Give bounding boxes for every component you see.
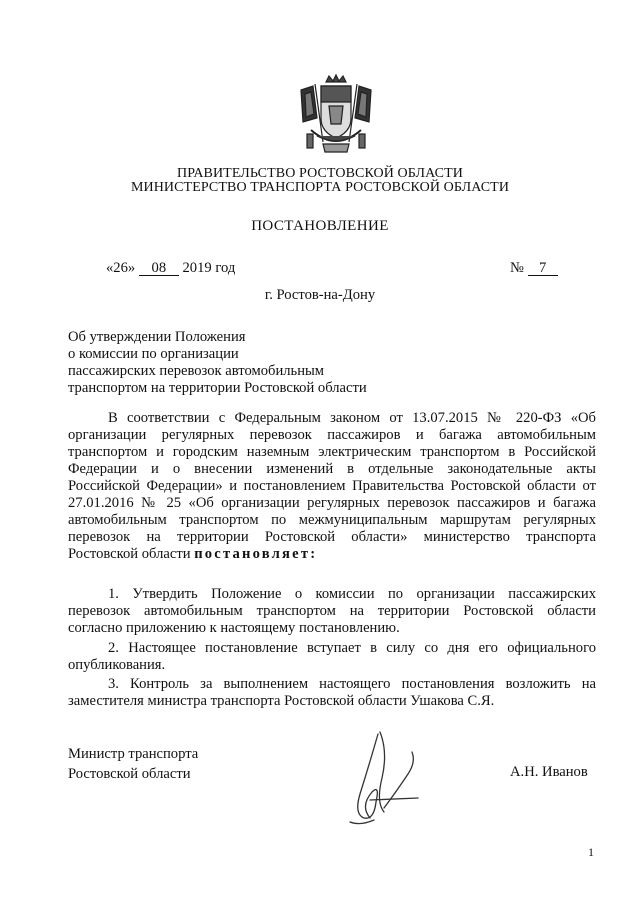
date-month: 08 (139, 261, 179, 276)
item-2 (68, 640, 596, 674)
item-line: опубликования. (68, 657, 166, 673)
coat-of-arms-emblem (293, 72, 379, 158)
preamble-line: 27.01.2016 № 25 «Об организации регулярных перевозок пассажиров и багажа (68, 495, 596, 511)
subject-line: о комиссии по организации (68, 346, 239, 362)
ministry-header: МИНИСТЕРСТВО ТРАНСПОРТА РОСТОВСКОЙ ОБЛАСТИ (130, 180, 510, 195)
subject-line: транспортом на территории Ростовской области (68, 380, 367, 396)
item-line: 3. Контроль за выполнением настоящего постановления возложить на (108, 676, 596, 692)
preamble-line: В соответствии с Федеральным законом от 13.07.2015 № 220-ФЗ «Об (108, 410, 596, 426)
preamble-line: организации регулярных перевозок пассажиров и багажа автомобильным (68, 427, 596, 443)
preamble-line: перевозок на территории Ростовской области» министерство транспорта (68, 529, 596, 545)
page-number: 1 (588, 845, 594, 859)
preamble-last-line (68, 546, 596, 563)
signatory-title (68, 744, 198, 784)
preamble-line: транспортом и городским наземным электрическим транспортом в Российской (68, 444, 596, 460)
number-value: 7 (528, 261, 558, 276)
number-prefix: № (510, 260, 524, 276)
item-3 (68, 676, 596, 710)
preamble-line: Российской Федерации» и постановлением Правительства Ростовской области от (68, 478, 596, 494)
preamble-line: автомобильным транспортом по межмуниципальным маршрутам регулярных (68, 512, 596, 528)
date-year: 2019 год (182, 260, 236, 276)
signatory-name: А.Н. Иванов (510, 764, 588, 780)
item-1 (68, 586, 596, 637)
preamble-line: Федерации и о внесении изменений в отдельные законодательные акты (68, 461, 596, 477)
signatory-title-line: Ростовской области (68, 766, 191, 782)
handwritten-signature (330, 722, 440, 842)
item-line: 2. Настоящее постановление вступает в силу со дня его официального (108, 640, 596, 656)
city-line: г. Ростов-на-Дону (264, 287, 376, 303)
item-line: согласно приложению к настоящему постановлению. (68, 620, 400, 636)
subject-line: Об утверждении Положения (68, 329, 246, 345)
item-line: перевозок автомобильным транспортом на территории Ростовской области (68, 603, 596, 619)
document-date (106, 260, 235, 277)
document-number (510, 260, 558, 277)
signatory-title-line: Министр транспорта (68, 746, 199, 762)
item-line: 1. Утвердить Положение о комиссии по организации пассажирских (108, 586, 596, 602)
date-day: «26» (106, 260, 136, 276)
document-type-title: ПОСТАНОВЛЕНИЕ (251, 218, 389, 234)
item-line: заместителя министра транспорта Ростовской области Ушакова С.Я. (68, 693, 495, 709)
preamble-line: Ростовской области (68, 546, 191, 562)
preamble-paragraph (68, 410, 596, 563)
government-header: ПРАВИТЕЛЬСТВО РОСТОВСКОЙ ОБЛАСТИ (177, 166, 463, 181)
document-subject (68, 329, 367, 397)
subject-line: пассажирских перевозок автомобильным (68, 363, 325, 379)
resolves-word: постановляет: (194, 546, 318, 562)
